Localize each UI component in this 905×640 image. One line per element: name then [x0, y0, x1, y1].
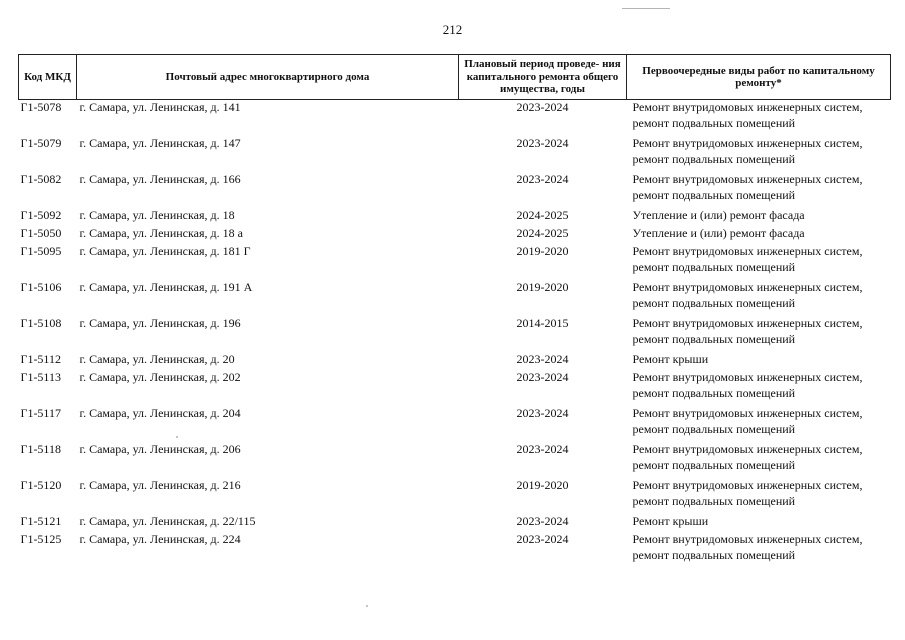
table-row	[19, 100, 891, 137]
row-works: Ремонт крыши	[632, 514, 709, 528]
row-code: Г1-5050	[20, 226, 62, 240]
table-row	[19, 370, 891, 406]
row-period: 2024-2025	[516, 208, 569, 222]
table-row	[19, 478, 891, 514]
header-code: Код МКД	[19, 55, 77, 100]
row-works: Ремонт внутридомовых инженерных систем, ремонт подвальных помещений	[632, 442, 863, 472]
row-period: 2023-2024	[516, 406, 569, 420]
row-works: Ремонт внутридомовых инженерных систем, ремонт подвальных помещений	[632, 280, 863, 310]
row-period: 2014-2015	[516, 316, 569, 330]
header-address: Почтовый адрес многоквартирного дома	[77, 55, 459, 100]
capital-repair-table	[18, 54, 891, 568]
row-code: Г1-5118	[20, 442, 61, 456]
row-period: 2019-2020	[516, 244, 569, 258]
row-address: г. Самара, ул. Ленинская, д. 141	[79, 100, 241, 114]
table-row	[19, 208, 891, 226]
row-period: 2023-2024	[516, 532, 569, 546]
row-code: Г1-5078	[20, 100, 62, 114]
scan-speck	[366, 605, 368, 607]
row-works: Ремонт крыши	[632, 352, 709, 366]
table-row	[19, 136, 891, 172]
row-works: Ремонт внутридомовых инженерных систем, ремонт подвальных помещений	[632, 316, 863, 346]
row-code: Г1-5082	[20, 172, 62, 186]
row-address: г. Самара, ул. Ленинская, д. 216	[79, 478, 241, 492]
row-address: г. Самара, ул. Ленинская, д. 22/115	[79, 514, 256, 528]
header-works: Первоочередные виды работ по капитальному ремонту*	[627, 55, 891, 100]
row-address: г. Самара, ул. Ленинская, д. 202	[79, 370, 241, 384]
row-address: г. Самара, ул. Ленинская, д. 224	[79, 532, 241, 546]
row-works: Ремонт внутридомовых инженерных систем, ремонт подвальных помещений	[632, 244, 863, 274]
row-address: г. Самара, ул. Ленинская, д. 166	[79, 172, 241, 186]
row-code: Г1-5092	[20, 208, 62, 222]
row-period: 2023-2024	[516, 172, 569, 186]
row-address: г. Самара, ул. Ленинская, д. 147	[79, 136, 241, 150]
row-period: 2019-2020	[516, 280, 569, 294]
header-row	[19, 55, 891, 100]
row-works: Утепление и (или) ремонт фасада	[632, 226, 805, 240]
row-code: Г1-5117	[20, 406, 61, 420]
row-period: 2024-2025	[516, 226, 569, 240]
table-body	[19, 100, 891, 569]
table-row	[19, 316, 891, 352]
row-code: Г1-5113	[20, 370, 61, 384]
row-code: Г1-5120	[20, 478, 62, 492]
row-period: 2023-2024	[516, 514, 569, 528]
row-code: Г1-5125	[20, 532, 62, 546]
header-period: Плановый период проведе- ния капитального ремонта общего имущества, годы	[459, 55, 627, 100]
row-address: г. Самара, ул. Ленинская, д. 204	[79, 406, 241, 420]
row-period: 2023-2024	[516, 442, 569, 456]
table-row	[19, 532, 891, 568]
row-address: г. Самара, ул. Ленинская, д. 206	[79, 442, 241, 456]
row-code: Г1-5095	[20, 244, 62, 258]
row-address: г. Самара, ул. Ленинская, д. 196	[79, 316, 241, 330]
table-row	[19, 406, 891, 442]
table-row	[19, 514, 891, 532]
row-works: Ремонт внутридомовых инженерных систем, ремонт подвальных помещений	[632, 370, 863, 400]
row-works: Ремонт внутридомовых инженерных систем, ремонт подвальных помещений	[632, 406, 863, 436]
table-row	[19, 244, 891, 280]
row-works: Ремонт внутридомовых инженерных систем, ремонт подвальных помещений	[632, 136, 863, 166]
scan-artifact-line	[622, 8, 670, 9]
row-code: Г1-5112	[20, 352, 61, 366]
table-row	[19, 172, 891, 208]
table-header	[19, 55, 891, 100]
row-period: 2023-2024	[516, 370, 569, 384]
row-works: Утепление и (или) ремонт фасада	[632, 208, 805, 222]
row-works: Ремонт внутридомовых инженерных систем, ремонт подвальных помещений	[632, 100, 863, 130]
row-period: 2019-2020	[516, 478, 569, 492]
row-works: Ремонт внутридомовых инженерных систем, ремонт подвальных помещений	[632, 532, 863, 562]
scan-speck	[176, 436, 178, 438]
row-address: г. Самара, ул. Ленинская, д. 191 А	[79, 280, 253, 294]
table-row	[19, 442, 891, 478]
row-code: Г1-5108	[20, 316, 62, 330]
row-code: Г1-5079	[20, 136, 62, 150]
table-row	[19, 352, 891, 370]
row-address: г. Самара, ул. Ленинская, д. 181 Г	[79, 244, 251, 258]
row-works: Ремонт внутридомовых инженерных систем, ремонт подвальных помещений	[632, 172, 863, 202]
page-number: 212	[442, 22, 463, 37]
table-row	[19, 280, 891, 316]
row-address: г. Самара, ул. Ленинская, д. 20	[79, 352, 235, 366]
row-code: Г1-5121	[20, 514, 62, 528]
table-row	[19, 226, 891, 244]
row-period: 2023-2024	[516, 352, 569, 366]
row-address: г. Самара, ул. Ленинская, д. 18	[79, 208, 235, 222]
row-address: г. Самара, ул. Ленинская, д. 18 а	[79, 226, 243, 240]
row-period: 2023-2024	[516, 136, 569, 150]
row-code: Г1-5106	[20, 280, 62, 294]
row-period: 2023-2024	[516, 100, 569, 114]
row-works: Ремонт внутридомовых инженерных систем, ремонт подвальных помещений	[632, 478, 863, 508]
